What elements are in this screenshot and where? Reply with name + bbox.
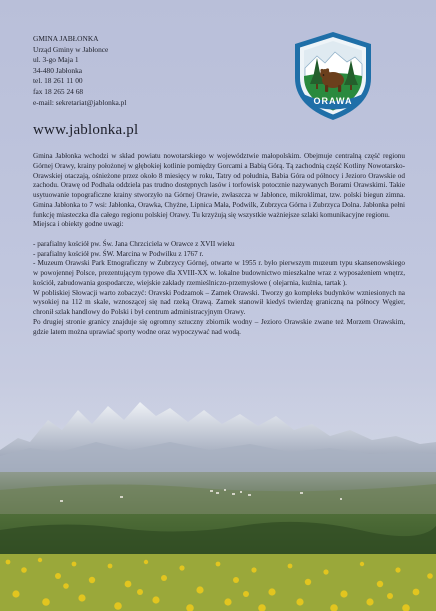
list-item-podwilk-church: - parafialny kościół pw. ŚW. Marcina w Podwilku z 1767 r.: [33, 249, 204, 258]
intro-paragraph: Gmina Jabłonka wchodzi w skład powiatu nowotarskiego w województwie małopolskim. Obejmuje centralną część regionu Górnej Orawy, krainy położonej w głębokiej kotlinie pomiędzy Gorcami a Babią Górą. Tą zachodnią część Kotliny Nowotarsko-Orawskiej otaczają, ośnieżone przez około 8 miesięcy w roku, Tatry od południa, Babia Góra od północy i Jezioro Orawskie od zachodu. Orawę od Podhala oddziela pas trudno dostępnych lasów i torfowisk potocznie nazywanych Borami Orawskimi. Takie usytuowanie topograficzne krainy stworzyło na Górnej Orawie, zwłaszcza w Jabłonce, mikroklimat, tzw. polski biegun zimna. Gmina Jabłonka to 7 wsi: Jabłonka, Orawka, Chyżne, Lipnica Mała, Podwilk, Zubrzyca Górna i Zubrzyca Dolna. Jabłonka pełni funkcję miasteczka dla całego regionu polskiej Orawy. Tu krzyżują się wszystkie ważniejsze szlaki komunikacyjne regionu.: [33, 152, 405, 219]
blank-line: [33, 230, 405, 240]
list-item-orawka-church: - parafialny kościół pw. Św. Jana Chrzciciela w Orawce z XVII wieku: [33, 239, 235, 248]
street-address: ul. 3-go Maja 1: [33, 55, 79, 65]
fax-number: fax 18 265 24 68: [33, 86, 84, 96]
office-name: GMINA JABŁONKA: [33, 34, 99, 43]
slovakia-paragraph: W pobliskiej Słowacji warto zobaczyć: Oravski Podzamok – Zamek Orawski. Tworzy go kompleks budynków wzniesionych na wysokiej na 112 m skale, wznoszącej się nad rzeką Orawą. Zamek stanowił kiedyś twierdzę graniczną na północy Węgier, chronił szlak handlowy do Polski i był centrum administracyjnym Orawy.: [33, 288, 405, 316]
orawa-crest-icon: [291, 30, 375, 122]
website-link[interactable]: www.jablonka.pl: [33, 122, 139, 138]
list-item-museum: - Muzeum Orawski Park Etnograficzny w Zubrzycy Górnej, otwarte w 1955 r. było pierwszym muzeum typu skansenowskiego w powojennej Polsce, prezentującym typowe dla XVIII-XX w. lokalne budownictwo mieszkalne wraz z wyposażeniem wnętrz, kościół, zabudowania gospodarcze, wiejskie zakłady rzemieślniczo-przemysłowe ( olejarnia, kuźnia, tartak ).: [33, 259, 405, 287]
phone-number: tel. 18 261 11 00: [33, 76, 83, 86]
body-text: [33, 152, 405, 337]
office-subtitle: Urząd Gminy w Jabłonce: [33, 44, 109, 54]
places-heading: Miejsca i obiekty godne uwagi:: [33, 220, 124, 229]
postal-address: 34-480 Jabłonka: [33, 65, 83, 75]
contact-block: [33, 34, 253, 108]
logo-text: ORAWA: [313, 96, 353, 106]
landscape-photo: [0, 380, 436, 611]
email-address[interactable]: e-mail: sekretariat@jablonka.pl: [33, 97, 127, 107]
lake-paragraph: Po drugiej stronie granicy znajduje się ogromny sztuczny zbiornik wodny – Jezioro Orawskie zwane też Morzem Orawskim, gdzie latem można uprawiać sporty wodne oraz wypoczywać nad wodą.: [33, 317, 405, 336]
